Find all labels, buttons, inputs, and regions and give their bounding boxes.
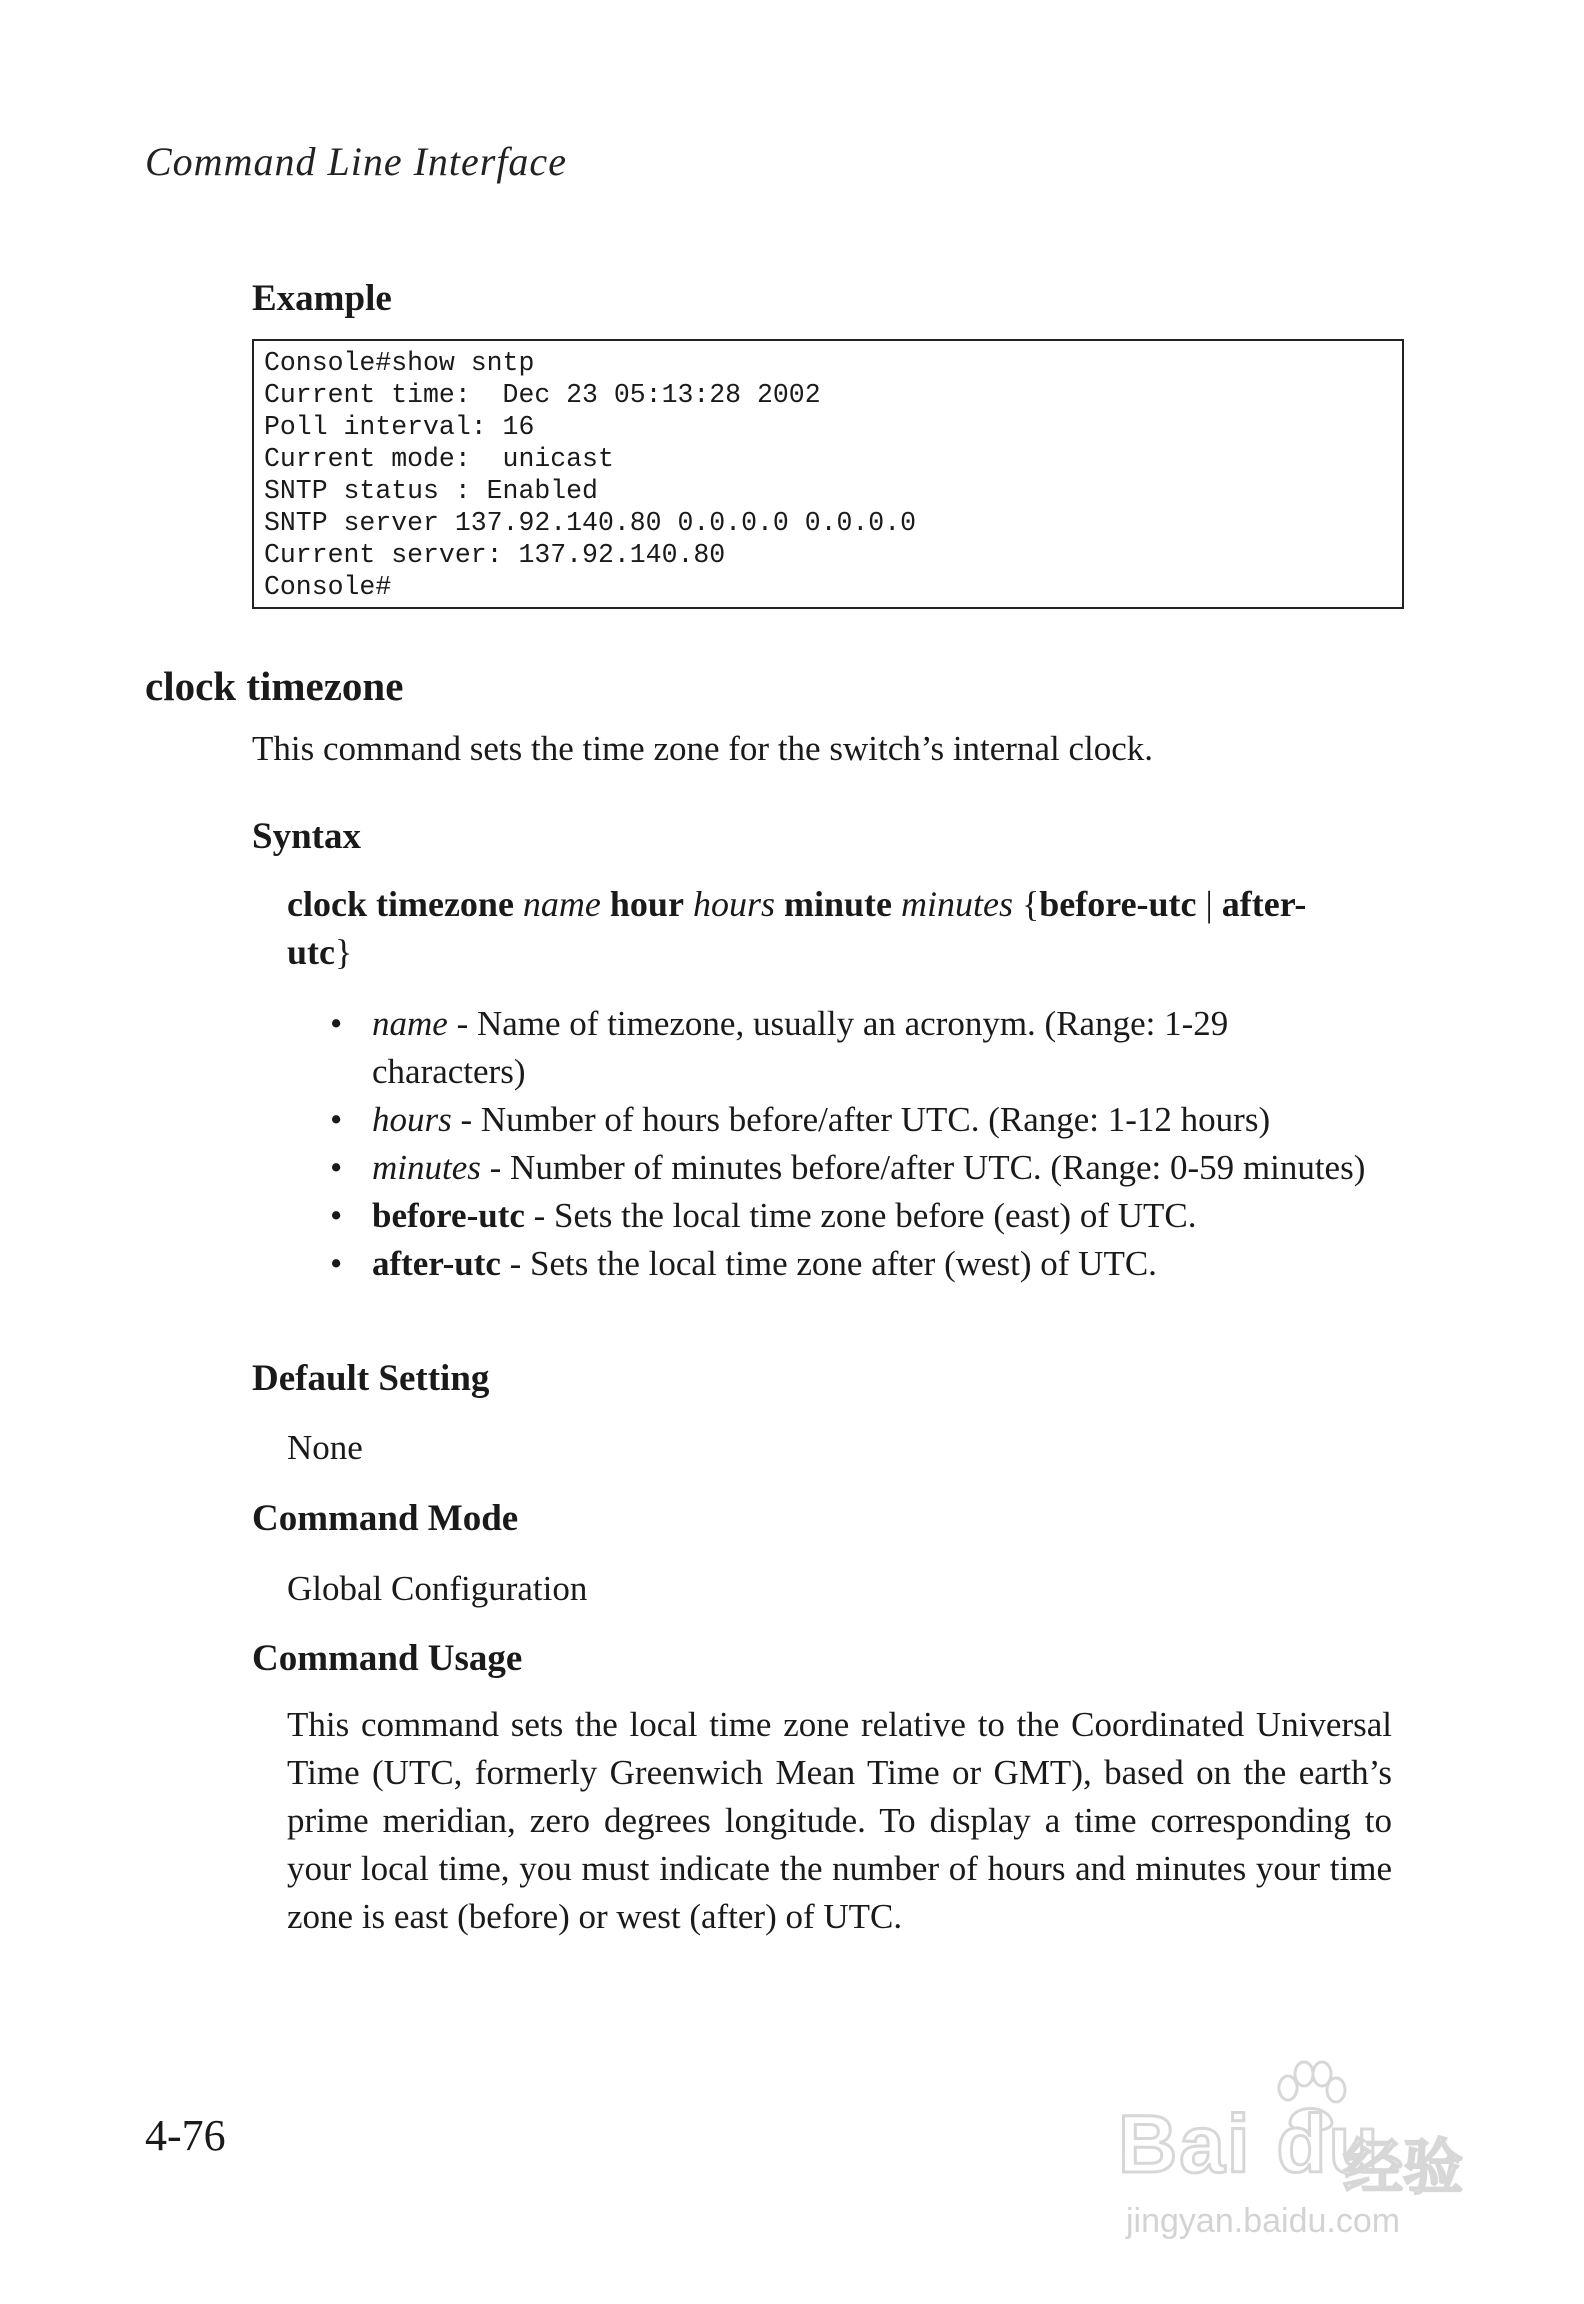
param-term: name <box>372 1004 448 1043</box>
param-desc: - Sets the local time zone before (east) of UTC. <box>524 1196 1197 1235</box>
command-usage-heading: Command Usage <box>252 1638 523 1679</box>
default-setting-heading: Default Setting <box>252 1358 490 1399</box>
syntax-pipe: | <box>1205 884 1213 924</box>
list-item <box>330 1240 1390 1288</box>
command-usage-text: This command sets the local time zone relative to the Coordinated Universal Time (UTC, formerly Greenwich Mean Time or GMT), based on the earth’s prime meridian, zero degrees longitude. To display a time corresponding to your local time, you must indicate the number of hours and minutes your time zone is east (before) or west (after) of UTC. <box>287 1705 1392 1936</box>
list-item <box>330 1144 1390 1192</box>
default-setting-value: None <box>287 1428 363 1467</box>
running-head: Command Line Interface <box>145 139 567 184</box>
code-line: SNTP status : Enabled <box>264 476 598 506</box>
bullet-icon: • <box>330 1004 343 1043</box>
watermark-logo-cn: 经验 <box>1343 2133 1463 2203</box>
syntax-arg: minutes <box>900 884 1013 924</box>
bullet-icon: • <box>330 1196 343 1235</box>
list-item <box>330 1000 1390 1096</box>
syntax-keyword: clock timezone <box>287 884 514 924</box>
syntax-keyword: minute <box>783 884 892 924</box>
param-desc: - Name of timezone, usually an acronym. (Range: 1-29 characters) <box>372 1004 1229 1091</box>
list-item <box>330 1192 1390 1240</box>
example-heading: Example <box>252 278 392 319</box>
param-term: minutes <box>372 1148 481 1187</box>
syntax-brace: { <box>1021 884 1040 924</box>
syntax-arg: name <box>522 884 601 924</box>
watermark-logo-text: Bai du <box>1118 2099 1381 2190</box>
syntax-keyword: hour <box>609 884 684 924</box>
param-desc: - Sets the local time zone after (west) of UTC. <box>500 1244 1157 1283</box>
parameter-list <box>330 1000 1390 1288</box>
syntax-brace: } <box>335 932 353 972</box>
section-title: clock timezone <box>145 663 404 709</box>
baidu-watermark <box>1118 2060 1498 2250</box>
section-description: This command sets the time zone for the switch’s internal clock. <box>252 729 1154 768</box>
param-term: before-utc <box>372 1196 525 1235</box>
code-line: Poll interval: 16 <box>264 412 535 442</box>
syntax-heading: Syntax <box>252 816 361 857</box>
code-line: Current mode: unicast <box>264 444 614 474</box>
code-line: SNTP server 137.92.140.80 0.0.0.0 0.0.0.0 <box>264 508 917 538</box>
param-term: after-utc <box>372 1244 501 1283</box>
bullet-icon: • <box>330 1100 343 1139</box>
command-mode-heading: Command Mode <box>252 1498 519 1539</box>
bullet-icon: • <box>330 1244 343 1283</box>
code-line: Console# <box>264 572 392 602</box>
syntax-keyword: before-utc <box>1039 884 1197 924</box>
code-line: Console#show sntp <box>264 348 535 378</box>
bullet-icon: • <box>330 1148 343 1187</box>
param-term: hours <box>372 1100 452 1139</box>
code-example-box <box>252 339 1404 609</box>
param-desc: - Number of hours before/after UTC. (Range: 1-12 hours) <box>451 1100 1271 1139</box>
list-item <box>330 1096 1390 1144</box>
syntax-keyword: after-utc <box>287 884 1307 972</box>
code-line: Current server: 137.92.140.80 <box>264 540 726 570</box>
watermark-url: jingyan.baidu.com <box>1126 2202 1401 2240</box>
param-desc: - Number of minutes before/after UTC. (Range: 0-59 minutes) <box>480 1148 1366 1187</box>
command-mode-value: Global Configuration <box>287 1569 588 1608</box>
code-line: Current time: Dec 23 05:13:28 2002 <box>264 380 821 410</box>
syntax-arg: hours <box>692 884 775 924</box>
syntax-line <box>287 880 1317 976</box>
page-number: 4-76 <box>145 2111 226 2160</box>
